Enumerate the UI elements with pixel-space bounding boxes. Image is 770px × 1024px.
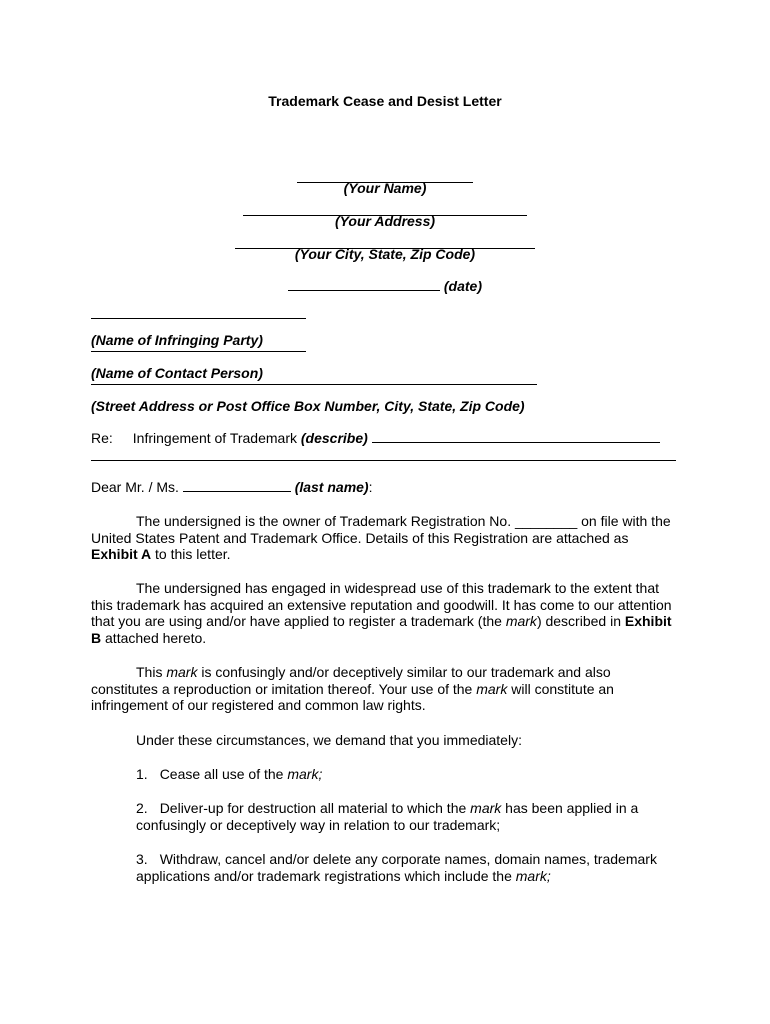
para3-text-c: will constitute an infringement of our registered and common law rights. — [91, 680, 614, 713]
para2-text-c: attached hereto. — [101, 629, 207, 646]
list-item — [136, 851, 676, 884]
contact-person-label: (Name of Contact Person) — [91, 365, 263, 381]
para2-mark: mark — [505, 613, 537, 629]
para2-exhibit-b: Exhibit B — [91, 613, 672, 646]
infringing-party-blank — [91, 318, 306, 319]
re-prefix: Re: — [91, 430, 113, 446]
document-title: Trademark Cease and Desist Letter — [268, 93, 502, 109]
re-line — [91, 430, 676, 446]
list-item — [136, 800, 676, 833]
infringing-party-label: (Name of Infringing Party) — [91, 332, 263, 348]
salutation-last-name: (last name) — [294, 479, 369, 495]
date-label: (date) — [443, 278, 482, 294]
your-city-label: (Your City, State, Zip Code) — [294, 246, 476, 262]
paragraph-3 — [91, 664, 676, 714]
your-address-label: (Your Address) — [334, 213, 436, 229]
your-name-label: (Your Name) — [343, 180, 427, 196]
list-item-text: Cease all use of the — [159, 766, 288, 782]
list-item-text-end: has been applied in a confusingly or deceptively way in relation to our trademark; — [136, 800, 639, 833]
para2-text-a: The undersigned has engaged in widespread use of this trademark to the extent that this trademark has acquired an extensive reputation and goodwill. It has come to our attention that you are using and/or have applied to register a trademark (the — [91, 580, 672, 629]
para1-exhibit-a: Exhibit A — [91, 546, 152, 562]
para3-mark-1: mark — [166, 664, 198, 680]
paragraph-4: Under these circumstances, we demand that you immediately: — [136, 732, 522, 748]
re-describe: (describe) — [300, 430, 368, 446]
re-continuation-blank — [91, 448, 676, 461]
street-address-blank — [91, 384, 537, 385]
contact-person-blank — [91, 351, 306, 352]
list-item-text: Withdraw, cancel and/or delete any corporate names, domain names, trademark applications and/or trademark registrations which include the — [136, 851, 657, 884]
para1-text-a: The undersigned is the owner of Trademark Registration No. ________ on file with the United States Patent and Trademark Office. Details of this Registration are attached as — [91, 513, 671, 546]
salutation — [91, 479, 373, 495]
para3-mark-2: mark — [476, 680, 508, 697]
list-item-number: 2. — [136, 800, 148, 816]
para3-text-b: is confusingly and/or deceptively similar to our trademark and also constitutes a reproduction or imitation thereof. Your use of the — [91, 664, 611, 697]
list-item-text: Deliver-up for destruction all material to which the — [159, 800, 471, 816]
list-item-mark: mark; — [515, 867, 551, 884]
list-item-mark: mark — [470, 800, 502, 816]
list-item-mark: mark; — [287, 766, 323, 782]
salutation-text: Dear Mr. / Ms. — [91, 479, 179, 495]
street-address-label: (Street Address or Post Office Box Number, City, State, Zip Code) — [91, 398, 525, 414]
salutation-colon: : — [368, 479, 373, 495]
paragraph-1 — [91, 513, 676, 563]
paragraph-2 — [91, 580, 676, 646]
para3-text-a: This — [136, 664, 167, 680]
list-item-number: 3. — [136, 851, 148, 867]
para2-text-b: ) described in — [536, 613, 625, 629]
para1-text-b: to this letter. — [151, 546, 231, 562]
date-line — [0, 278, 770, 294]
list-item-number: 1. — [136, 766, 148, 782]
re-text: Infringement of Trademark — [132, 430, 297, 446]
list-item — [136, 766, 676, 783]
